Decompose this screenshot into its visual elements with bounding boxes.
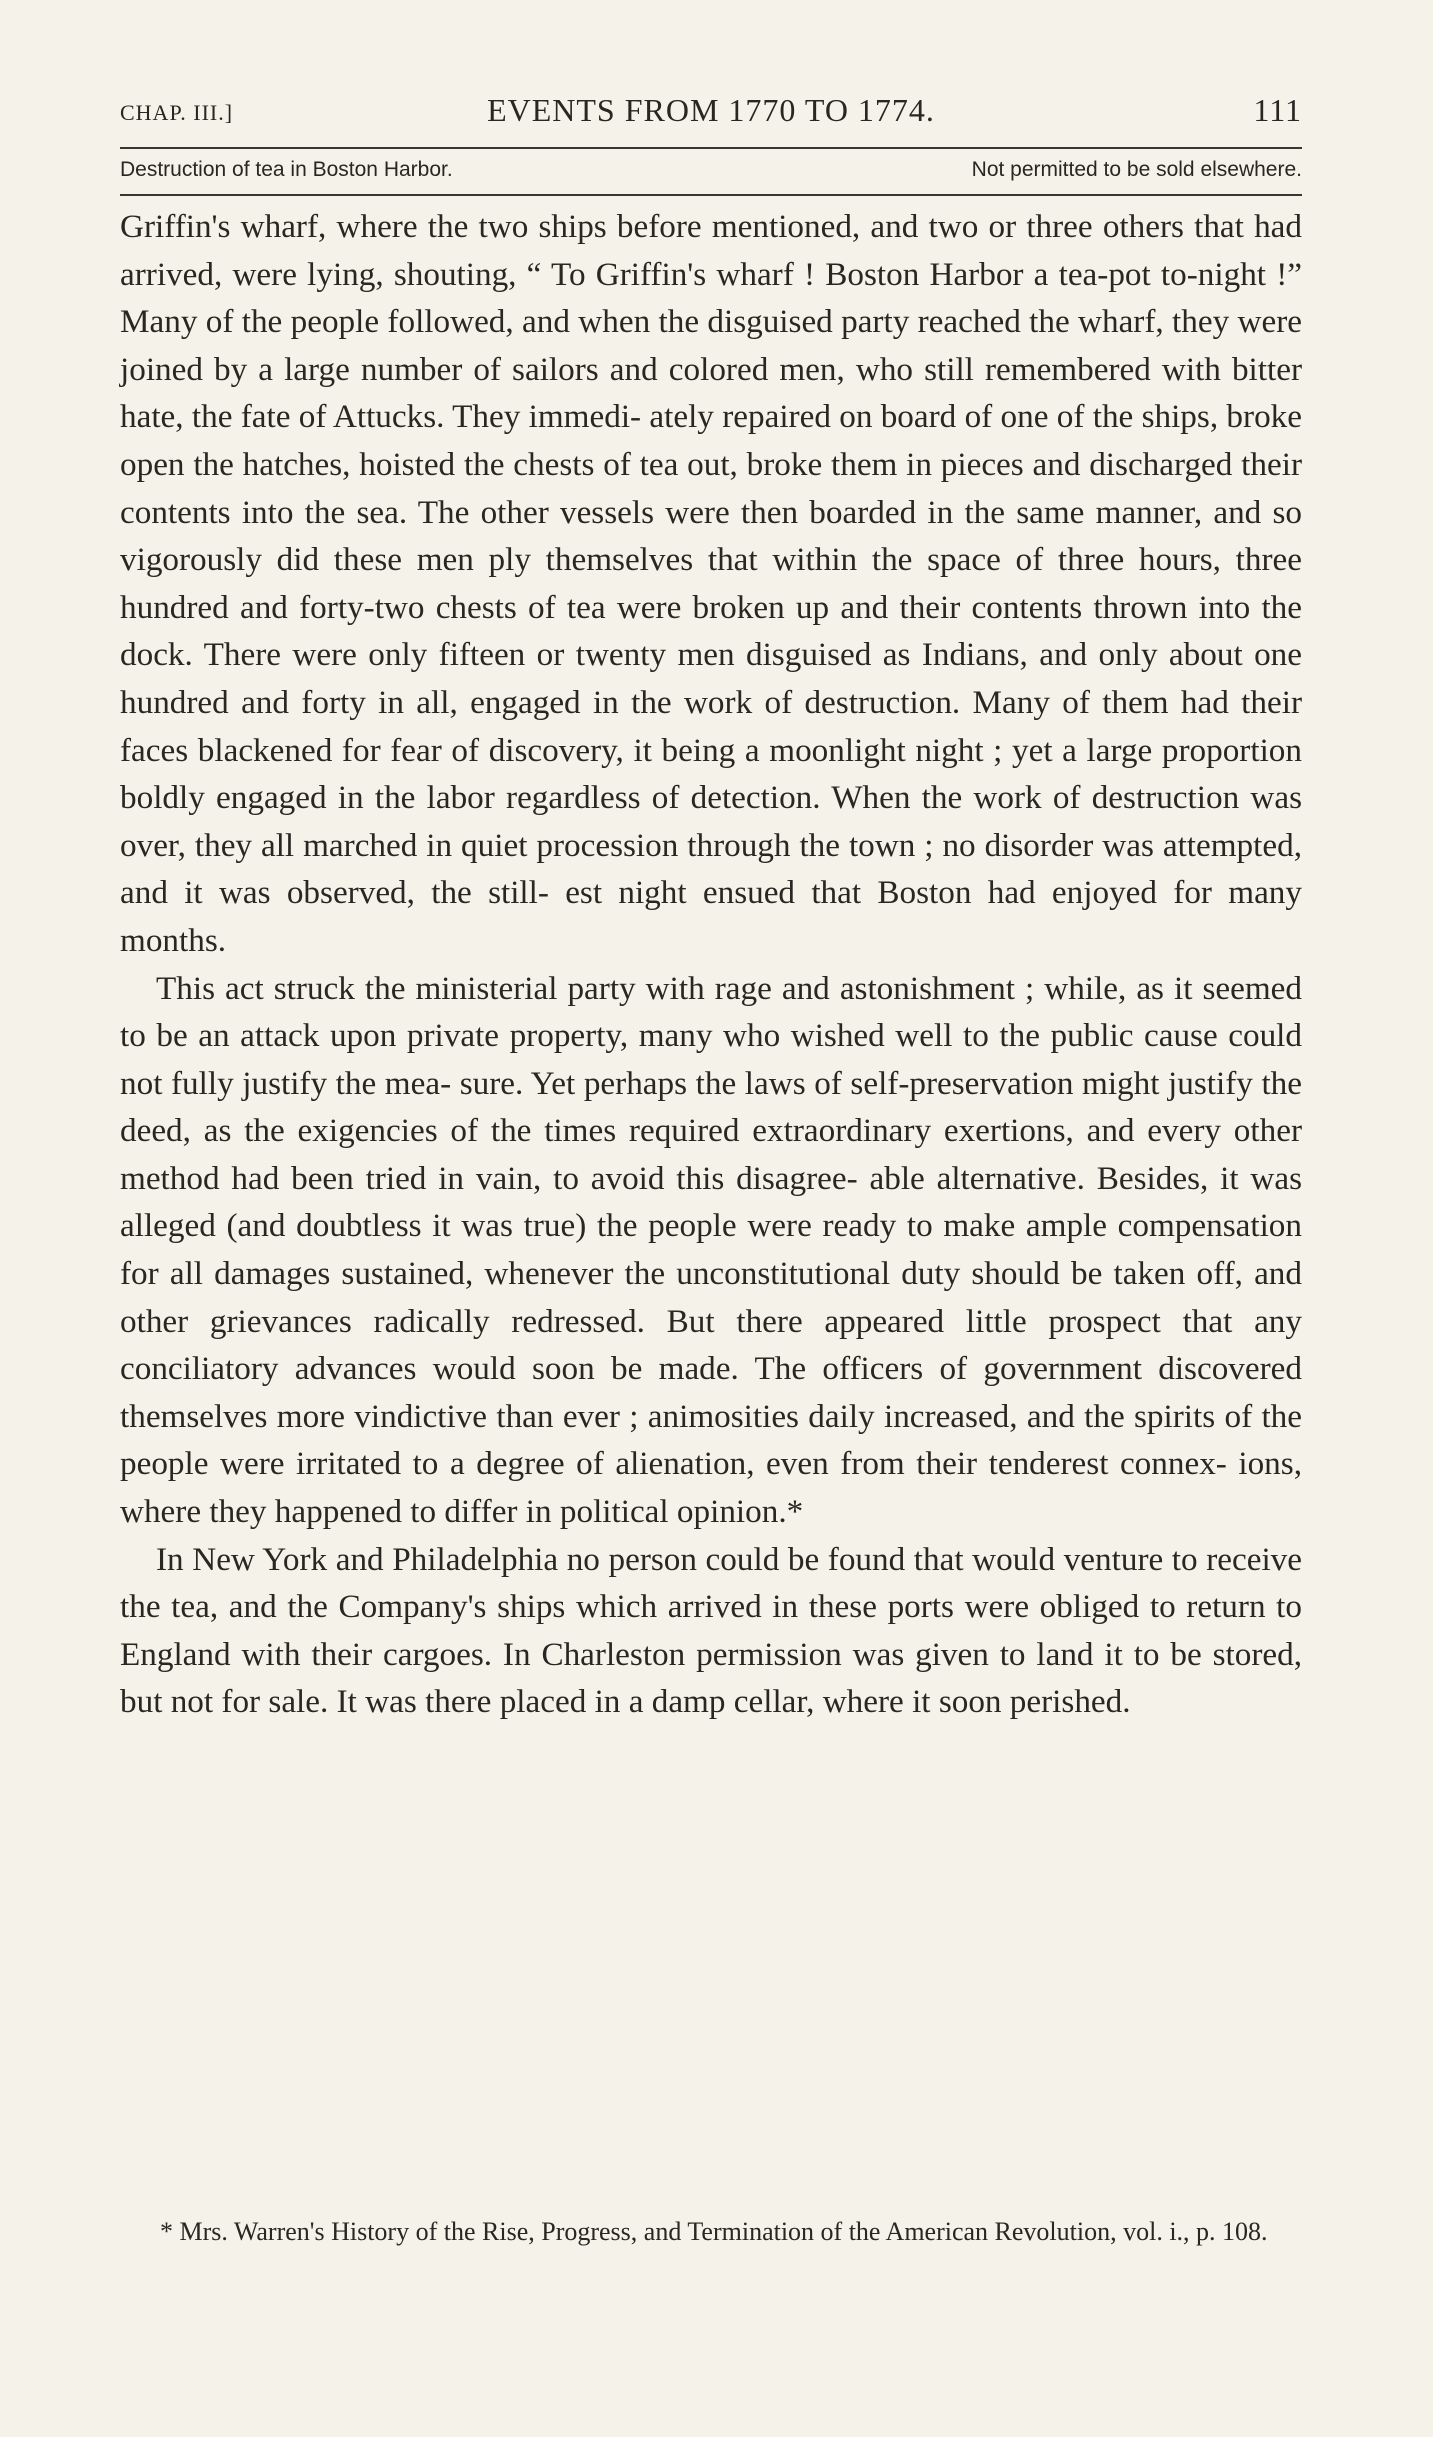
chapter-label: CHAP. III.] [120, 100, 234, 125]
paragraph: Griffin's wharf, where the two ships before mentioned, and two or three others that had arrived, were lying, shouting, “ To Griffin's wharf ! Boston Harbor a tea-pot to-night !” Many of the people followed, and when the disguised party reached the wharf, they were joined by a large number of sailors and colored men, who still remembered with bitter hate, the fate of Attucks. They immedi- ately repaired on board of one of the ships, broke open the hatches, hoisted the chests of tea out, broke them in pieces and discharged their contents into the sea. The other vessels were then boarded in the same manner, and so vigorously did these men ply themselves that within the space of three hours, three hundred and forty-two chests of tea were broken up and their contents thrown into the dock. There were only fifteen or twenty men disguised as Indians, and only about one hundred and forty in all, engaged in the work of destruction. Many of them had their faces blackened for fear of discovery, it being a moonlight night ; yet a large proportion boldly engaged in the labor regardless of detection. When the work of destruction was over, they all marched in quiet procession through the town ; no disorder was attempted, and it was observed, the still- est night ensued that Boston had enjoyed for many months. [120, 208, 1302, 959]
sidenote-bar [120, 156, 1302, 188]
body-text [120, 203, 1302, 1726]
header-rule-bottom [120, 194, 1302, 196]
page-number: 111 [1253, 92, 1302, 128]
running-title: EVENTS FROM 1770 TO 1774. [487, 92, 935, 128]
paragraph: In New York and Philadelphia no person could be found that would venture to receive the tea, and the Company's ships which arrived in these ports were obliged to return to England with their cargoes. In Charleston permission was given to land it to be stored, but not for sale. It was there placed in a damp cellar, where it soon perished. [120, 1540, 1302, 1721]
paragraph: This act struck the ministerial party with rage and astonishment ; while, as it seemed to be an attack upon private property, many who wished well to the public cause could not fully justify the mea- sure. Yet perhaps the laws of self-preservation might justify the deed, as the exigencies of the times required extraordinary exertions, and every other method had been tried in vain, to avoid this disagree- able alternative. Besides, it was alleged (and doubtless it was true) the people were ready to make ample compensation for all damages sustained, whenever the unconstitutional duty should be taken off, and other grievances radically redressed. But there appeared little prospect that any conciliatory advances would soon be made. The officers of government discovered themselves more vindictive than ever ; animosities daily increased, and the spirits of the people were irritated to a degree of alienation, even from their tenderest connex- ions, where they happened to differ in political opinion.* [120, 969, 1302, 1531]
sidenote-left: Destruction of tea in Boston Harbor. [120, 158, 453, 181]
footnote-text: Mrs. Warren's History of the Rise, Progress, and Termination of the American Revolution, vol. i., p. 108. [179, 2217, 1268, 2246]
running-head [120, 92, 1302, 136]
sidenote-right: Not permitted to be sold elsewhere. [971, 158, 1302, 181]
footnote-marker: * [160, 2217, 173, 2246]
header-rule-top [120, 147, 1302, 149]
footnote [120, 2214, 1302, 2250]
